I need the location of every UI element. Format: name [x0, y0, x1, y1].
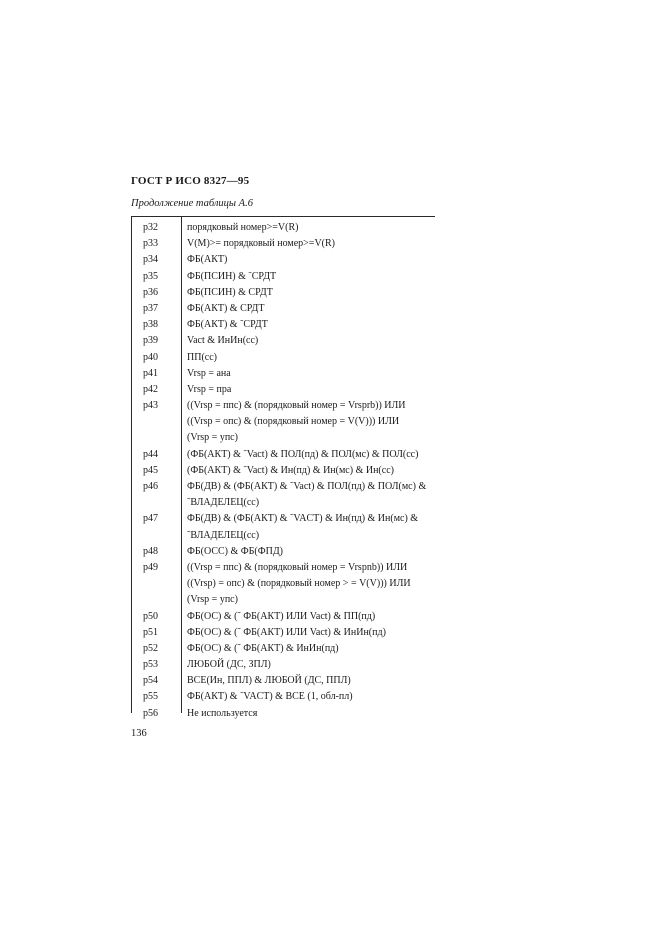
row-expression: ФБ(ОСС) & ФБ(ФПД): [187, 545, 284, 557]
row-expression: порядковый номер>=V(R): [187, 222, 299, 233]
row-expression: ФБ(ПСИН) & СРДТ: [187, 286, 273, 298]
row-expression: ФБ(ОС) & (˜ ФБ(АКТ) ИЛИ Vact) & ПП(пд): [187, 610, 376, 622]
row-id: p51: [143, 626, 158, 638]
row-expression: ФБ(ДВ) & (ФБ(АКТ) & ˜VACT) & Ин(пд) & Ин(мс) &: [187, 513, 419, 525]
page-number: 136: [131, 728, 147, 739]
row-expression: Vrsp = пра: [187, 383, 232, 395]
table-row: [131, 430, 471, 446]
row-expression: ((Vrsp = опс) & (порядковый номер = V(V))) ИЛИ: [187, 416, 400, 428]
row-expression: ФБ(АКТ) & ˜VACT) & ВСЕ (1, обл-пл): [187, 691, 353, 703]
row-id: p47: [143, 513, 158, 525]
row-expression: Vrsp = ана: [187, 367, 231, 379]
row-id: p48: [143, 545, 158, 557]
table-row: [131, 220, 471, 236]
table-row: [131, 350, 471, 366]
row-id: p38: [143, 319, 158, 331]
table-row: [131, 495, 471, 511]
row-expression: ˜ВЛАДЕЛЕЦ(сс): [187, 497, 260, 509]
row-id: p53: [143, 659, 158, 671]
row-id: p42: [143, 383, 158, 395]
row-id: p52: [143, 642, 158, 654]
table-row: [131, 641, 471, 657]
row-id: [131, 495, 181, 511]
table-row: [131, 414, 471, 430]
table-row: [131, 560, 471, 576]
row-expression: V(M)>= порядковый номер>=V(R): [187, 238, 335, 250]
table-row: [131, 366, 471, 382]
table-row: [131, 689, 471, 705]
table-row: [131, 609, 471, 625]
table-row: [131, 269, 471, 285]
row-id: p43: [143, 400, 158, 412]
row-id: p50: [143, 610, 158, 622]
row-expression: ˜ВЛАДЕЛЕЦ(сс): [187, 529, 260, 541]
table-row: [131, 317, 471, 333]
row-id: [131, 592, 181, 608]
table-row: [131, 463, 471, 479]
row-expression: ЛЮБОЙ (ДС, ЗПЛ): [187, 659, 271, 671]
row-id: p35: [143, 270, 158, 282]
table-row: [131, 592, 471, 608]
row-id: [131, 528, 181, 544]
row-expression: ФБ(АКТ): [187, 254, 228, 266]
row-id: p45: [143, 464, 158, 476]
row-expression: ФБ(ПСИН) & ˜СРДТ: [187, 270, 277, 282]
row-expression: ((Vrsp = ппс) & (порядковый номер = Vrspnb)) ИЛИ: [187, 561, 408, 573]
row-expression: ВСЕ(Ин, ППЛ) & ЛЮБОЙ (ДС, ППЛ): [187, 675, 351, 687]
table-row: [131, 706, 471, 722]
table-row: [131, 528, 471, 544]
table-row: [131, 333, 471, 349]
table-caption: Продолжение таблицы А.6: [131, 198, 253, 209]
table-row: [131, 285, 471, 301]
row-expression: ФБ(ДВ) & (ФБ(АКТ) & ˜Vact) & ПОЛ(пд) & ПОЛ(мс) &: [187, 481, 427, 492]
row-expression: (ФБ(АКТ) & ˜Vact) & Ин(пд) & Ин(мс) & Ин(сс): [187, 464, 394, 476]
row-expression: Vact & ИнИн(сс): [187, 335, 259, 347]
row-id: p34: [143, 254, 158, 266]
row-expression: Не используется: [187, 707, 258, 719]
row-expression: (ФБ(АКТ) & ˜Vact) & ПОЛ(пд) & ПОЛ(мс) & ПОЛ(сс): [187, 448, 419, 460]
table-row: [131, 625, 471, 641]
row-id: p44: [143, 448, 158, 460]
row-expression: ФБ(АКТ) & СРДТ: [187, 302, 265, 314]
row-expression: ФБ(ОС) & (˜ ФБ(АКТ) & ИнИн(пд): [187, 642, 339, 654]
row-expression: ПП(сс): [187, 351, 217, 363]
row-expression: ((Vrsp) = опс) & (порядковый номер > = V(V))) ИЛИ: [187, 578, 411, 590]
table-row: [131, 382, 471, 398]
row-id: [131, 430, 181, 446]
row-id: p39: [143, 335, 158, 347]
table-row: [131, 398, 471, 414]
table-body: [131, 220, 471, 722]
table-row: [131, 544, 471, 560]
row-id: [131, 414, 181, 430]
table-row: [131, 252, 471, 268]
table-row: [131, 301, 471, 317]
row-id: p37: [143, 302, 158, 314]
table-row: [131, 511, 471, 527]
row-expression: ФБ(ОС) & (˜ ФБ(АКТ) ИЛИ Vact) & ИнИн(пд): [187, 626, 386, 638]
row-id: p54: [143, 675, 158, 687]
row-id: p40: [143, 351, 158, 363]
table-row: [131, 576, 471, 592]
row-id: p55: [143, 691, 158, 703]
document-header: ГОСТ Р ИСО 8327—95: [131, 175, 250, 187]
row-id: p49: [143, 561, 158, 573]
row-id: p56: [143, 707, 158, 719]
table-row: [131, 236, 471, 252]
table-top-border: [131, 216, 435, 217]
row-expression: (Vrsp = упс): [187, 594, 238, 606]
row-expression: ФБ(АКТ) & ˜СРДТ: [187, 319, 268, 331]
row-id: p36: [143, 286, 158, 298]
table-row: [131, 673, 471, 689]
row-id: [131, 576, 181, 592]
table-row: [131, 447, 471, 463]
row-id: p33: [143, 238, 158, 250]
table-row: [131, 657, 471, 673]
table-row: [131, 479, 471, 495]
row-id: p46: [143, 481, 158, 492]
row-id: p41: [143, 367, 158, 379]
row-id: p32: [143, 222, 158, 233]
row-expression: ((Vrsp = ппс) & (порядковый номер = Vrsprb)) ИЛИ: [187, 400, 406, 412]
row-expression: (Vrsp = упс): [187, 432, 238, 444]
